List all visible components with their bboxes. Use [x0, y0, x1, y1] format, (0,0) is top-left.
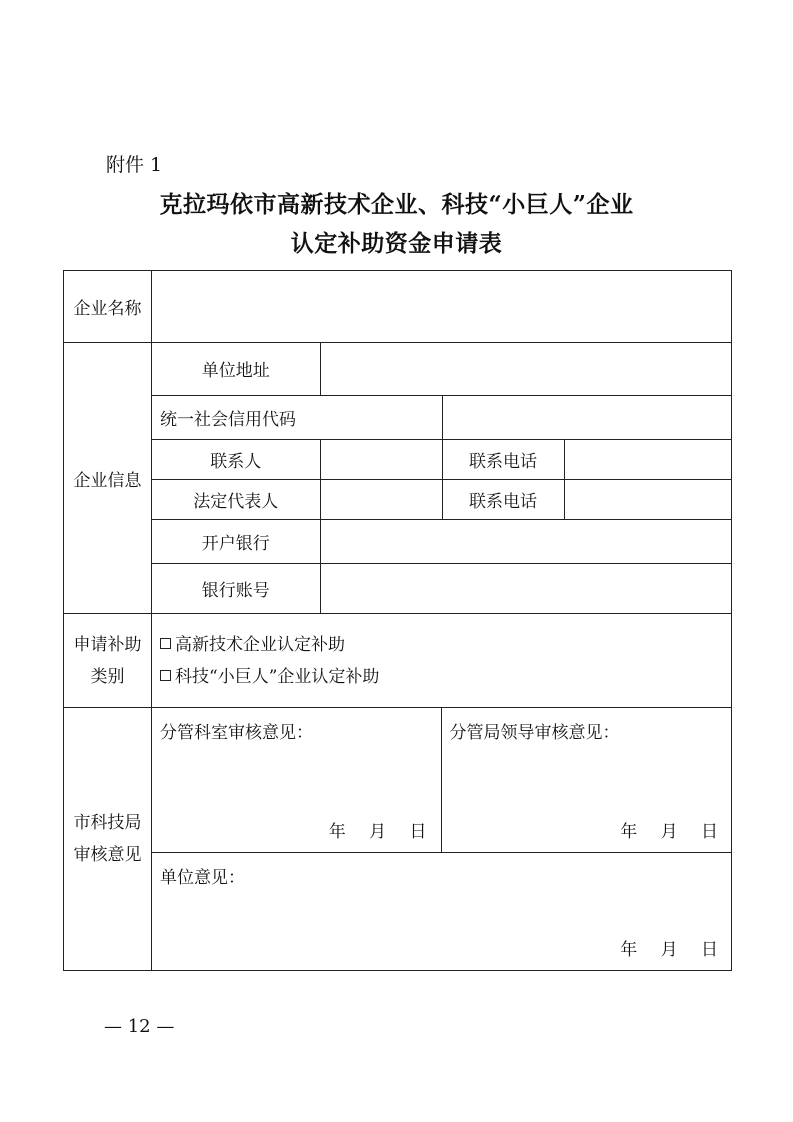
- review-grid: [152, 708, 732, 970]
- bank-field[interactable]: [320, 519, 732, 563]
- address-field[interactable]: [320, 343, 732, 395]
- leader-review-label: 分管局领导审核意见：: [449, 723, 620, 743]
- company-name-label: 企业名称: [64, 271, 152, 343]
- legal-rep-label: 法定代表人: [152, 479, 320, 519]
- bureau-review-row: [64, 708, 732, 971]
- contact-phone-field[interactable]: [564, 439, 732, 479]
- contact-label: 联系人: [152, 439, 320, 479]
- credit-code-label: 统一社会信用代码: [152, 395, 442, 439]
- bank-label: 开户银行: [152, 519, 320, 563]
- company-info-label: 企业信息: [64, 343, 152, 614]
- company-name-field[interactable]: [152, 271, 732, 343]
- credit-code-field[interactable]: [442, 395, 732, 439]
- legal-rep-phone-field[interactable]: [564, 479, 732, 519]
- bureau-label-line1: 市科技局: [73, 813, 142, 833]
- legal-rep-field[interactable]: [320, 479, 442, 519]
- contact-field[interactable]: [320, 439, 442, 479]
- attachment-label: 附件 1: [106, 154, 163, 176]
- checkbox-icon[interactable]: [160, 638, 171, 649]
- checkbox-icon[interactable]: [160, 670, 171, 681]
- unit-opinion-cell[interactable]: [152, 852, 732, 970]
- application-form-table: [63, 270, 732, 971]
- form-title-line2: 认定补助资金申请表: [290, 230, 503, 257]
- account-label: 银行账号: [152, 563, 320, 613]
- dept-review-label: 分管科室审核意见：: [160, 723, 313, 743]
- option-little-giant[interactable]: [160, 661, 723, 693]
- dept-review-cell[interactable]: [152, 708, 441, 852]
- bureau-review-label: [64, 708, 152, 971]
- page-number: — 12 —: [104, 1016, 175, 1037]
- account-field[interactable]: [320, 563, 732, 613]
- subsidy-type-label-line1: 申请补助: [73, 634, 142, 655]
- unit-opinion-label: 单位意见：: [160, 867, 245, 888]
- company-info-grid: [152, 343, 732, 613]
- company-name-row: [64, 271, 732, 343]
- form-title-line1: 克拉玛依市高新技术企业、科技“小巨人”企业: [159, 191, 634, 218]
- subsidy-type-label-line2: 类别: [90, 666, 125, 687]
- company-info-row: [64, 343, 732, 614]
- address-label: 单位地址: [152, 343, 320, 395]
- leader-review-date: 年 月 日: [620, 821, 718, 842]
- subsidy-type-label: [64, 614, 152, 708]
- option-high-tech[interactable]: [160, 629, 723, 661]
- option-high-tech-label: 高新技术企业认定补助: [175, 634, 345, 655]
- leader-review-cell[interactable]: [441, 708, 732, 852]
- bureau-label-line2: 审核意见: [73, 845, 142, 865]
- unit-opinion-date: 年 月 日: [620, 940, 718, 960]
- subsidy-type-row: [64, 614, 732, 708]
- dept-review-date: 年 月 日: [328, 821, 427, 842]
- subsidy-type-options: [152, 614, 732, 708]
- contact-phone-label: 联系电话: [442, 439, 564, 479]
- legal-rep-phone-label: 联系电话: [442, 479, 564, 519]
- option-little-giant-label: 科技“小巨人”企业认定补助: [175, 666, 380, 687]
